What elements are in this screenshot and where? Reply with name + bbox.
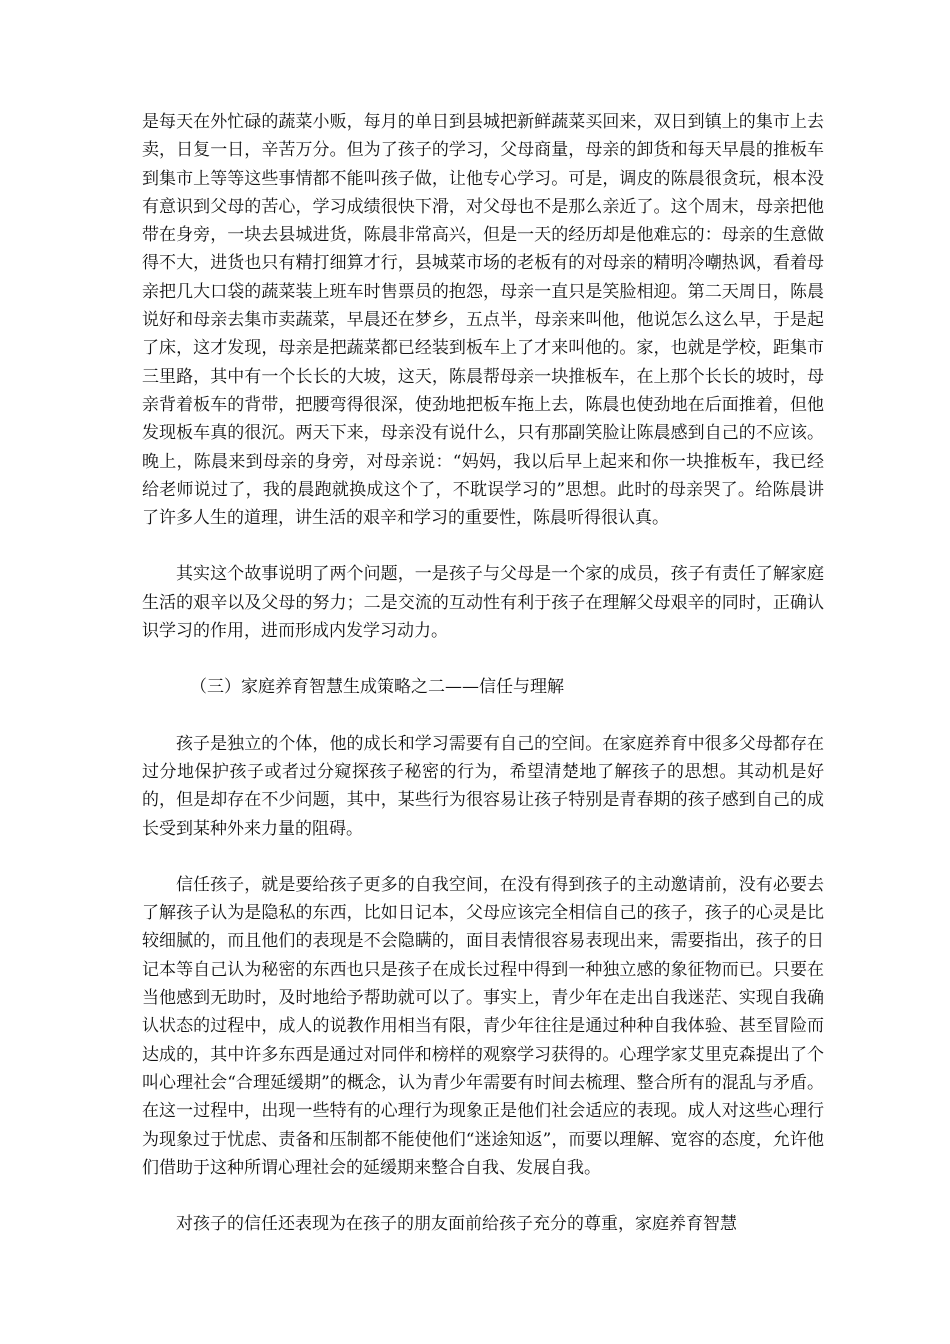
document-body (142, 108, 824, 1238)
paragraph-gap (142, 843, 824, 871)
paragraph-respect: 对孩子的信任还表现为在孩子的朋友面前给孩子充分的尊重，家庭养育智慧 (176, 1214, 737, 1235)
paragraph-trust: 信任孩子，就是要给孩子更多的自我空间，在没有得到孩子的主动邀请前，没有必要去了解孩子认为是隐私的东西，比如日记本，父母应该完全相信自己的孩子，孩子的心灵是比较细腻的，而且他们的表现是不会隐瞒的，面目表情很容易表现出来，需要指出，孩子的日记本等自己认为秘密的东西也只是孩子在成长过程中得到一种独立感的象征物而已。只要在当他感到无助时，及时地给予帮助就可以了。事实上，青少年在走出自我迷茫、实现自我确认状态的过程中，成人的说教作用相当有限，青少年往往是通过种种自我体验、甚至冒险而达成的，其中许多东西是通过对同伴和榜样的观察学习获得的。心理学家艾里克森提出了个叫心理社会“合理延缓期”的概念，认为青少年需要有时间去梳理、整合所有的混乱与矛盾。在这一过程中，出现一些特有的心理行为现象正是他们社会适应的表现。成人对这些心理行为现象过于忧虑、责备和压制都不能使他们“迷途知返”，而要以理解、宽容的态度，允许他们借助于这种所谓心理社会的延缓期来整合自我、发展自我。 (142, 874, 824, 1178)
paragraph-story-summary: 其实这个故事说明了两个问题，一是孩子与父母是一个家的成员，孩子有责任了解家庭生活的艰辛以及父母的努力；二是交流的互动性有利于孩子在理解父母艰辛的同时，正确认识学习的作用，进而形成内发学习动力。 (142, 564, 824, 642)
paragraph-independence: 孩子是独立的个体，他的成长和学习需要有自己的空间。在家庭养育中很多父母都存在过分地保护孩子或者过分窥探孩子秘密的行为，希望清楚地了解孩子的思想。其动机是好的，但是却存在不少问题，其中，某些行为很容易让孩子特别是青春期的孩子感到自己的成长受到某种外来力量的阻碍。 (142, 733, 824, 839)
paragraph-story: 是每天在外忙碌的蔬菜小贩，每月的单日到县城把新鲜蔬菜买回来，双日到镇上的集市上去卖，日复一日，辛苦万分。但为了孩子的学习，父母商量，母亲的卸货和每天早晨的推板车到集市上等等这些事情都不能叫孩子做，让他专心学习。可是，调皮的陈晨很贪玩，根本没有意识到父母的苦心，学习成绩很快下滑，对父母也不是那么亲近了。这个周末，母亲把他带在身旁，一块去县城进货，陈晨非常高兴，但是一天的经历却是他难忘的：母亲的生意做得不大，进货也只有精打细算才行，县城菜市场的老板有的对母亲的精明冷嘲热讽，看着母亲把几大口袋的蔬菜装上班车时售票员的抱怨，母亲一直只是笑脸相迎。第二天周日，陈晨说好和母亲去集市卖蔬菜，早晨还在梦乡，五点半，母亲来叫他，他说怎么这么早，于是起了床，这才发现，母亲是把蔬菜都已经装到板车上了才来叫他的。家，也就是学校，距集市三里路，其中有一个长长的大坡，这天，陈晨帮母亲一块推板车，在上那个长长的坡时，母亲背着板车的背带，把腰弯得很深，使劲地把板车拖上去，陈晨也使劲地在后面推着，但他发现板车真的很沉。两天下来，母亲没有说什么，只有那副笑脸让陈晨感到自己的不应该。晚上，陈晨来到母亲的身旁，对母亲说：“妈妈，我以后早上起来和你一块推板车，我已经给老师说过了，我的晨跑就换成这个了，不耽误学习的”思想。此时的母亲哭了。给陈晨讲了许多人生的道理，讲生活的艰辛和学习的重要性，陈晨听得很认真。 (142, 112, 824, 529)
section-heading: （三）家庭养育智慧生成策略之二——信任与理解 (190, 677, 564, 698)
paragraph-gap (142, 645, 824, 673)
paragraph-gap (142, 532, 824, 560)
paragraph-gap (142, 702, 824, 730)
paragraph-gap (142, 1182, 824, 1210)
